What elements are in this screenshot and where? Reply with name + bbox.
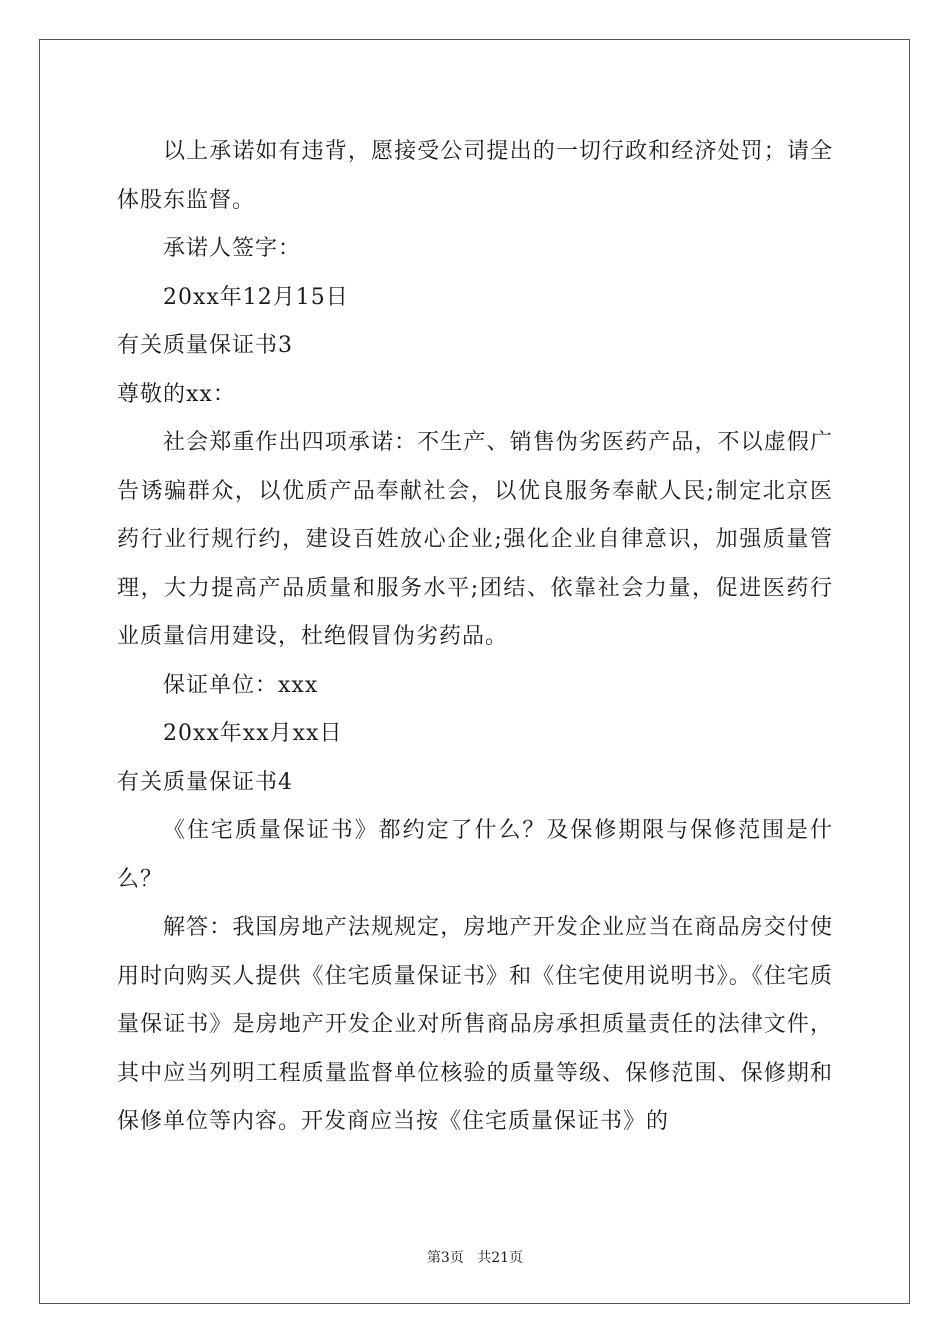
paragraph-guarantor-unit: 保证单位：xxx — [163, 672, 319, 698]
paragraph-date-1: 20xx年12月15日 — [163, 284, 349, 310]
paragraph-signature-label: 承诺人签字： — [163, 236, 302, 261]
paragraph-answer: 解答：我国房地产法规规定，房地产开发企业应当在商品房交付使用时向购买人提供《住宅质量保证书》和《住宅使用说明书》。《住宅质量保证书》是房地产开发企业对所售商品房承担质量责任的法律文件，其中应当列明工程质量监督单位核验的质量等级、保修范围、保修期和保修单位等内容。开发商应当按《住宅质量保证书》的 — [117, 915, 833, 1134]
document-body — [117, 128, 833, 1147]
section-heading-4: 有关质量保证书4 — [117, 769, 293, 795]
page-number: 第3页 — [426, 1250, 464, 1266]
paragraph-four-commitments: 社会郑重作出四项承诺：不生产、销售伪劣医药产品，不以虚假广告诱骗群众，以优质产品奉献社会，以优良服务奉献人民;制定北京医药行业行规行约，建设百姓放心企业;强化企业自律意识，加强质量管理，大力提高产品质量和服务水平;团结、依靠社会力量，促进医药行业质量信用建设，杜绝假冒伪劣药品。 — [117, 430, 833, 649]
paragraph-date-2: 20xx年xx月xx日 — [163, 721, 343, 746]
page-footer — [0, 1247, 950, 1267]
paragraph-salutation: 尊敬的xx： — [117, 381, 236, 407]
page-total: 共21页 — [477, 1250, 524, 1266]
section-heading-3: 有关质量保证书3 — [117, 333, 293, 358]
paragraph-question: 《住宅质量保证书》都约定了什么？及保修期限与保修范围是什么？ — [117, 818, 833, 892]
paragraph-penalty-commitment: 以上承诺如有违背，愿接受公司提出的一切行政和经济处罚；请全体股东监督。 — [117, 139, 833, 213]
